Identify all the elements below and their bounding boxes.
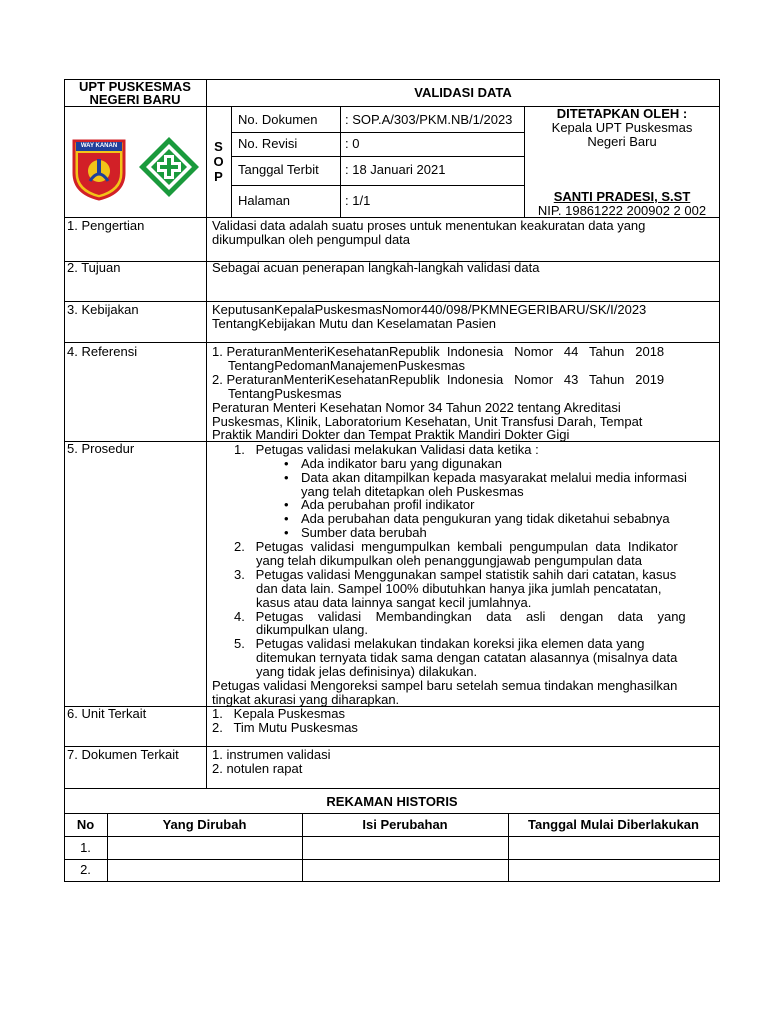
section-label-dokumen-terkait: 7. Dokumen Terkait (67, 747, 179, 762)
prosedur-step2-line1: 2. Petugas validasi mengumpulkan kembali pengumpulan data Indikator (234, 539, 678, 554)
referensi-extra-line1: Peraturan Menteri Kesehatan Nomor 34 Tahun 2022 tentang Akreditasi (212, 400, 621, 415)
prosedur-step3-line1: 3. Petugas validasi Menggunakan sampel statistik sahih dari catatan, kasus (234, 567, 677, 582)
kebijakan-line1: KeputusanKepalaPuskesmasNomor440/098/PKMNEGERIBARU/SK/I/2023 (212, 302, 647, 317)
prosedur-closing-line1: Petugas validasi Mengoreksi sampel baru setelah semua tindakan menghasilkan (212, 678, 678, 693)
history-col-no: No (76, 817, 95, 832)
unit-terkait-item2: 2. Tim Mutu Puskesmas (212, 720, 358, 735)
info-label-halaman: Halaman (238, 193, 291, 208)
pengertian-line1: Validasi data adalah suatu proses untuk menentukan keakuratan data yang (212, 218, 646, 233)
info-value-no-dokumen: : SOP.A/303/PKM.NB/1/2023 (345, 112, 513, 127)
referensi-extra-line2: Puskesmas, Klinik, Laboratorium Kesehatan, Unit Transfusi Darah, Tempat (212, 414, 643, 429)
ditetapkan-line1: Kepala UPT Puskesmas (551, 120, 693, 135)
section-label-kebijakan: 3. Kebijakan (67, 302, 139, 317)
info-label-no-dokumen: No. Dokumen (238, 112, 318, 127)
bullet-icon: • (284, 525, 289, 540)
prosedur-closing-line2: tingkat akurasi yang diharapkan. (212, 692, 400, 707)
history-col-tanggal: Tanggal Mulai Diberlakukan (528, 817, 699, 832)
prosedur-step5-line3: yang tidak jelas definisinya) dilakukan. (256, 664, 478, 679)
bullet-icon: • (284, 470, 289, 485)
info-label-tanggal-terbit: Tanggal Terbit (238, 162, 319, 177)
org-name-line2: NEGERI BARU (89, 92, 181, 107)
prosedur-bullet-1: Ada indikator baru yang digunakan (301, 456, 502, 471)
prosedur-bullet-5: Sumber data berubah (301, 525, 427, 540)
prosedur-bullet-2-cont: yang telah ditetapkan oleh Puskesmas (301, 484, 524, 499)
history-title: REKAMAN HISTORIS (326, 794, 458, 809)
sop-letter-o: O (213, 154, 224, 169)
prosedur-step1: 1. Petugas validasi melakukan Validasi data ketika : (234, 442, 539, 457)
referensi-item1-line1: 1. PeraturanMenteriKesehatanRepublik Indonesia Nomor 44 Tahun 2018 (212, 344, 665, 359)
info-value-halaman: : 1/1 (345, 193, 371, 208)
prosedur-step2-line2: yang telah dikumpulkan oleh penanggungjawab pengumpulan data (256, 553, 642, 568)
kebijakan-line2: TentangKebijakan Mutu dan Keselamatan Pasien (212, 316, 497, 331)
prosedur-bullet-4: Ada perubahan data pengukuran yang tidak diketahui sebabnya (301, 511, 670, 526)
prosedur-bullet-2: Data akan ditampilkan kepada masyarakat melalui media informasi (301, 470, 687, 485)
prosedur-step5-line2: ditemukan ternyata tidak sama dengan catatan alasannya (misalnya data (256, 650, 678, 665)
referensi-item2-line1: 2. PeraturanMenteriKesehatanRepublik Indonesia Nomor 43 Tahun 2019 (212, 372, 665, 387)
bullet-icon: • (284, 511, 289, 526)
tujuan-text: Sebagai acuan penerapan langkah-langkah validasi data (212, 260, 540, 275)
way-kanan-logo-text: WAY KANAN (80, 143, 118, 149)
referensi-extra-line3: Praktik Mandiri Dokter dan Tempat Praktik Mandiri Dokter Gigi (212, 427, 570, 442)
info-value-no-revisi: : 0 (345, 136, 360, 151)
dokumen-terkait-item1: 1. instrumen validasi (212, 747, 331, 762)
info-value-tanggal-terbit: : 18 Januari 2021 (345, 162, 446, 177)
prosedur-step3-line3: kasus atau data lainnya sangat kecil jumlahnya. (256, 595, 532, 610)
puskesmas-logo (137, 135, 201, 199)
ditetapkan-label: DITETAPKAN OLEH : (556, 106, 688, 121)
referensi-item2-line2: TentangPuskesmas (228, 386, 342, 401)
bullet-icon: • (284, 456, 289, 471)
prosedur-step4-line2: dikumpulkan ulang. (256, 622, 369, 637)
prosedur-bullet-3: Ada perubahan profil indikator (301, 497, 475, 512)
section-label-tujuan: 2. Tujuan (67, 260, 121, 275)
bullet-icon: • (284, 497, 289, 512)
section-label-unit-terkait: 6. Unit Terkait (67, 706, 147, 721)
prosedur-step5-line1: 5. Petugas validasi melakukan tindakan koreksi jika elemen data yang (234, 636, 645, 651)
referensi-item1-line2: TentangPedomanManajemenPuskesmas (228, 358, 466, 373)
section-label-pengertian: 1. Pengertian (67, 218, 145, 233)
sop-letter-s: S (214, 139, 223, 154)
sop-letter-p: P (214, 169, 223, 184)
history-row-no: 1. (80, 840, 91, 855)
prosedur-step3-line2: dan data lain. Sampel 100% dibutuhkan hanya jika jumlah pencatatan, (256, 581, 662, 596)
history-row-no: 2. (80, 862, 91, 877)
history-col-isi-perubahan: Isi Perubahan (362, 817, 448, 832)
history-col-yang-dirubah: Yang Dirubah (162, 817, 247, 832)
section-label-referensi: 4. Referensi (67, 344, 138, 359)
signer-nip: NIP. 19861222 200902 2 002 (537, 203, 707, 218)
unit-terkait-item1: 1. Kepala Puskesmas (212, 706, 345, 721)
info-label-no-revisi: No. Revisi (238, 136, 298, 151)
org-name-line1: UPT PUSKESMAS (79, 79, 191, 94)
section-label-prosedur: 5. Prosedur (67, 441, 135, 456)
ditetapkan-line2: Negeri Baru (587, 134, 657, 149)
dokumen-terkait-item2: 2. notulen rapat (212, 761, 303, 776)
document-title: VALIDASI DATA (414, 85, 512, 100)
prosedur-step4-line1: 4. Petugas validasi Membandingkan data asli dengan data yang (234, 609, 686, 624)
way-kanan-logo (70, 137, 128, 201)
pengertian-line2: dikumpulkan oleh pengumpul data (212, 232, 411, 247)
signer-name: SANTI PRADESI, S.ST (553, 189, 691, 204)
